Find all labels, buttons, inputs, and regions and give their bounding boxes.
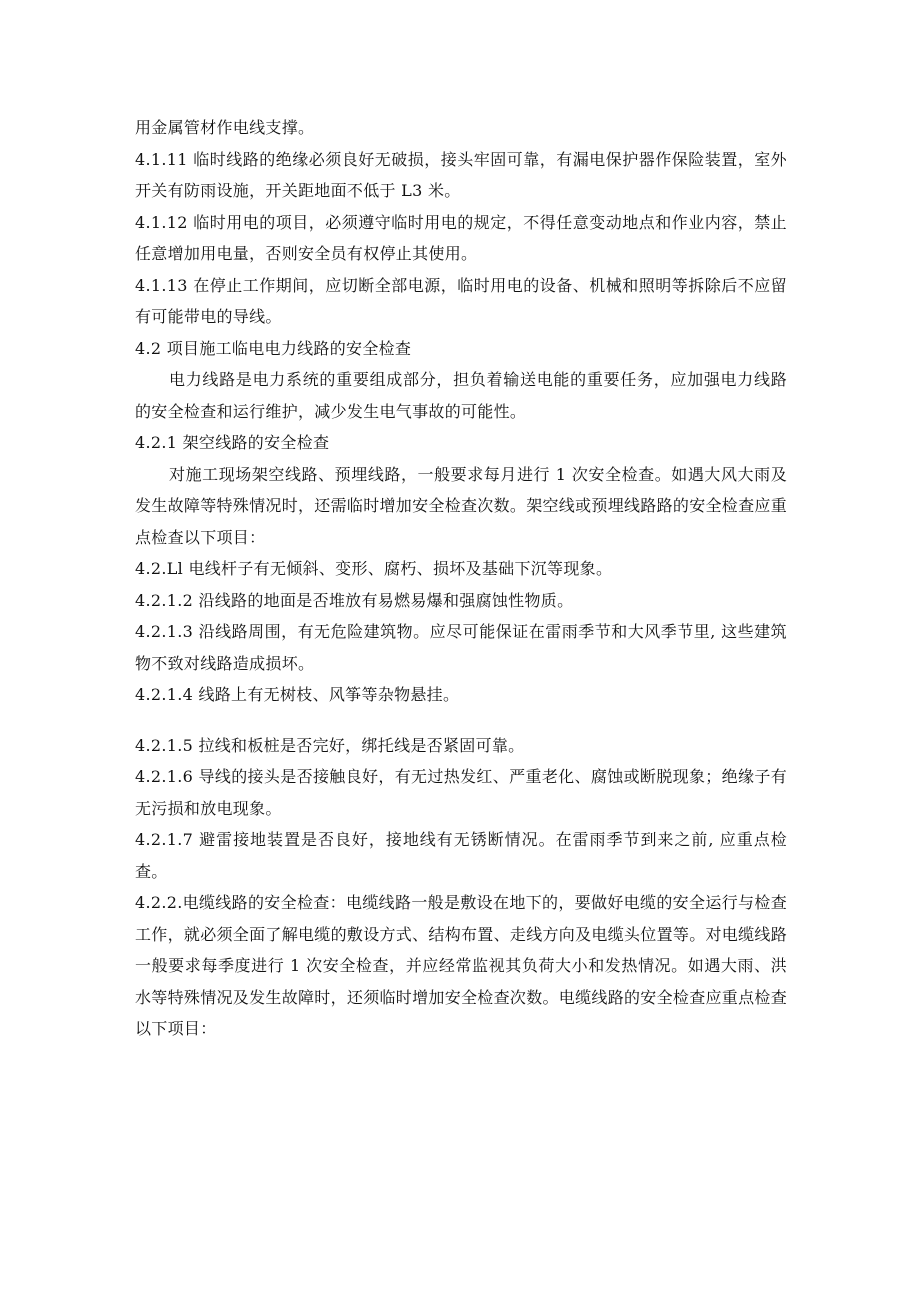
paragraph-4-2-1-5: 4.2.1.5 拉线和板桩是否完好，绑托线是否紧固可靠。	[135, 735, 525, 755]
paragraph-4-2-1-2: 4.2.1.2 沿线路的地面是否堆放有易燃易爆和强腐蚀性物质。	[135, 590, 574, 610]
paragraph-4-2-2: 4.2.2.电缆线路的安全检查：电缆线路一般是敷设在地下的，要做好电缆的安全运行与检查工作，就必须全面了解电缆的敷设方式、结构布置、走线方向及电缆头位置等。对电缆线路一般要求每季度进行 1 次安全检查，并应经常监视其负荷大小和发热情况。如遇大雨、洪水等特殊情况及发生故障时，还须临时增加安全检查次数。电缆线路的安全检查应重点检查以下项目：	[135, 893, 788, 1038]
paragraph-4-2-1-3: 4.2.1.3 沿线路周围，有无危险建筑物。应尽可能保证在雷雨季节和大风季节里, 这些建筑物不致对线路造成损坏。	[135, 622, 787, 673]
paragraph-4-2-1-7: 4.2.1.7 避雷接地装置是否良好，接地线有无锈断情况。在雷雨季节到来之前, 应重点检查。	[135, 830, 787, 881]
paragraph-overhead-line-check: 对施工现场架空线路、预埋线路，一般要求每月进行 1 次安全检查。如遇大风大雨及发生故障等特殊情况时，还需临时增加安全检查次数。架空线或预埋线路路的安全检查应重点检查以下项目：	[135, 464, 788, 547]
paragraph-4-1-12: 4.1.12 临时用电的项目，必须遵守临时用电的规定，不得任意变动地点和作业内容，禁止任意增加用电量，否则安全员有权停止其使用。	[135, 212, 787, 263]
paragraph-4-2-1-4: 4.2.1.4 线路上有无树枝、风筝等杂物悬挂。	[135, 685, 460, 704]
paragraph-power-line-intro: 电力线路是电力系统的重要组成部分，担负着输送电能的重要任务，应加强电力线路的安全检查和运行维护，减少发生电气事故的可能性。	[135, 370, 787, 421]
section-heading-4-2: 4.2 项目施工临电电力线路的安全检查	[135, 338, 412, 358]
paragraph-4-1-13: 4.1.13 在停止工作期间，应切断全部电源，临时用电的设备、机械和照明等拆除后不应留有可能带电的导线。	[135, 275, 787, 326]
paragraph-4-1-11: 4.1.11 临时线路的绝缘必须良好无破损，接头牢固可靠，有漏电保护器作保险装置，室外开关有防雨设施，开关距地面不低于 L3 米。	[135, 149, 787, 200]
paragraph-4-2-1-1: 4.2.Ll 电线杆子有无倾斜、变形、腐朽、损坏及基础下沉等现象。	[135, 559, 613, 578]
document-body	[135, 112, 787, 1045]
section-heading-4-2-1: 4.2.1 架空线路的安全检查	[135, 433, 330, 452]
paragraph-4-2-1-6: 4.2.1.6 导线的接头是否接触良好，有无过热发红、严重老化、腐蚀或断脱现象；绝缘子有无污损和放电现象。	[135, 767, 787, 818]
paragraph-support-note: 用金属管材作电线支撑。	[135, 118, 315, 137]
